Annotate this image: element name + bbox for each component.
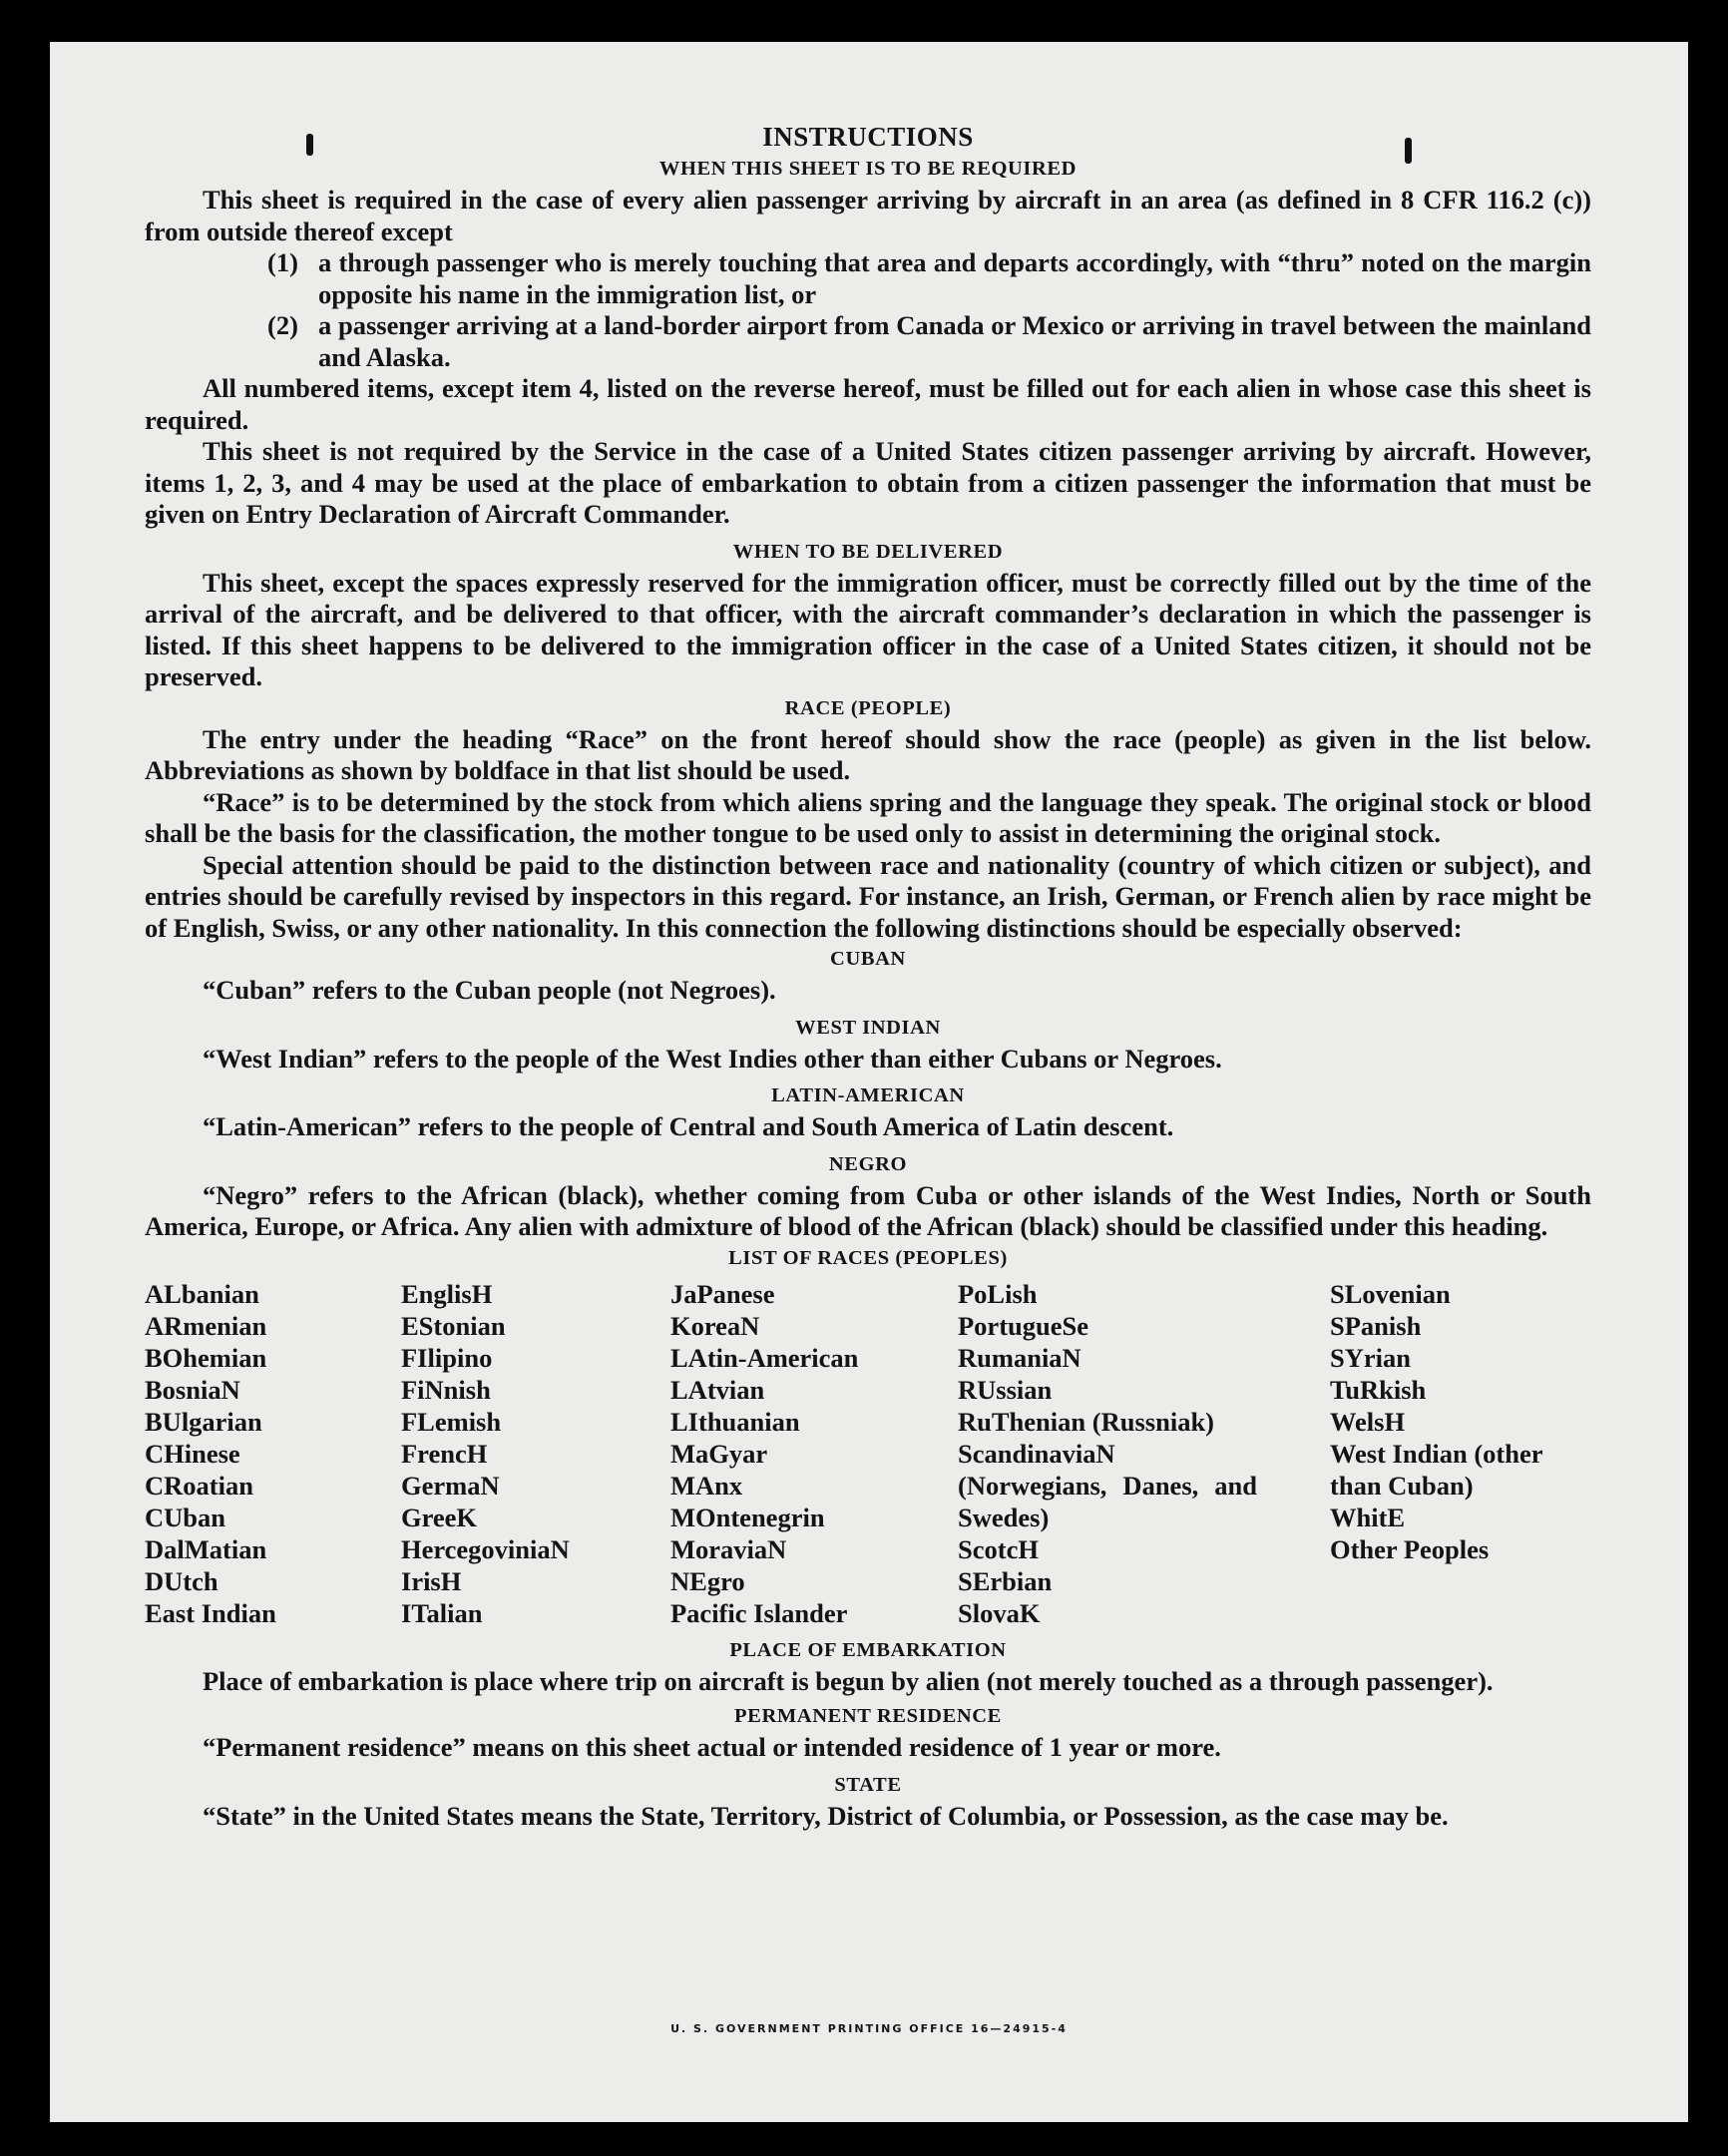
race-item: DUtch xyxy=(145,1565,218,1596)
race-item: ScandinaviaN (Norwegians, Danes, and Swedes) xyxy=(958,1438,1257,1532)
race-item: ITalian xyxy=(401,1597,483,1628)
race-item: RuThenian (Russniak) xyxy=(958,1406,1215,1437)
race-column-3 xyxy=(670,1278,958,1629)
race-item: West Indian (other than Cuban) xyxy=(1330,1438,1543,1501)
document-content xyxy=(145,120,1591,1832)
race-item: ScotcH xyxy=(958,1533,1039,1564)
paragraph-race-nationality: Special attention should be paid to the distinction between race and nationality (country of which citizen or subject), and entries should be carefully revised by inspectors in this regard. For instance, an Irish, German, or French alien by race might be of English, Swiss, or any other nationality. In this connection the following distinctions should be especially observed: xyxy=(145,849,1591,943)
race-item: TuRkish xyxy=(1330,1374,1427,1405)
definition-embarkation: Place of embarkation is place where trip on aircraft is begun by alien (not merely touched as a through passenger). xyxy=(203,1665,1494,1696)
definition-latin-american: “Latin-American” refers to the people of Central and South America of Latin descent. xyxy=(203,1111,1174,1141)
heading-when-required: WHEN THIS SHEET IS TO BE REQUIRED xyxy=(658,158,1078,180)
race-item: SYrian xyxy=(1330,1342,1411,1373)
race-item: FIlipino xyxy=(401,1342,493,1373)
heading-cuban: CUBAN xyxy=(830,948,906,970)
race-list xyxy=(145,1278,1591,1629)
race-item: JaPanese xyxy=(670,1278,775,1309)
race-item: MOntenegrin xyxy=(670,1502,825,1532)
page-title: INSTRUCTIONS xyxy=(762,122,974,152)
race-item: BOhemian xyxy=(145,1342,267,1373)
race-item: RumaniaN xyxy=(958,1342,1081,1373)
race-item: MaGyar xyxy=(670,1438,768,1469)
paragraph-required-intro: This sheet is required in the case of every alien passenger arriving by aircraft in an area (as defined in 8 CFR 116.2 (c)) from outside thereof except xyxy=(145,185,1591,246)
exception-item-text: a through passenger who is merely touching that area and departs accordingly, with “thru” noted on the margin opposite his name in the immigration list, or xyxy=(318,247,1591,309)
printer-imprint: U. S. GOVERNMENT PRINTING OFFICE 16—24915-4 xyxy=(670,2022,1068,2035)
race-item: EStonian xyxy=(401,1310,506,1341)
definition-permanent-residence: “Permanent residence” means on this sheet actual or intended residence of 1 year or more. xyxy=(203,1732,1221,1762)
race-item: GreeK xyxy=(401,1502,478,1532)
heading-permanent-residence: PERMANENT RESIDENCE xyxy=(734,1705,1002,1727)
race-column-5 xyxy=(1330,1278,1591,1629)
exception-item-number: (2) xyxy=(267,310,298,340)
race-item: ARmenian xyxy=(145,1310,267,1341)
paragraph-delivery: This sheet, except the spaces expressly reserved for the immigration officer, must be correctly filled out by the time of the arrival of the aircraft, and be delivered to that officer, with the aircraft commander’s declaration in which the passenger is listed. If this sheet happens to be delivered to the immigration officer in the case of a United States citizen, it should not be preserved. xyxy=(145,567,1591,691)
definition-state: “State” in the United States means the State, Territory, District of Columbia, or Possession, as the case may be. xyxy=(203,1800,1449,1831)
document-sheet xyxy=(50,42,1688,2122)
race-item: CUban xyxy=(145,1502,226,1532)
paragraph-race-entry: The entry under the heading “Race” on the front hereof should show the race (people) as given in the list below. Abbreviations as shown by boldface in that list should be used. xyxy=(145,723,1591,785)
race-item: FLemish xyxy=(401,1406,502,1437)
definition-cuban: “Cuban” refers to the Cuban people (not Negroes). xyxy=(203,975,776,1005)
heading-when-delivered: WHEN TO BE DELIVERED xyxy=(732,540,1004,563)
exception-item-1 xyxy=(267,247,1591,310)
race-item: LAtvian xyxy=(670,1374,765,1405)
race-item: WhitE xyxy=(1330,1502,1406,1532)
race-item: SlovaK xyxy=(958,1597,1041,1628)
heading-place-of-embarkation: PLACE OF EMBARKATION xyxy=(729,1638,1007,1661)
race-item: HercegoviniaN xyxy=(401,1533,570,1564)
exception-item-2 xyxy=(267,310,1591,373)
exception-item-number: (1) xyxy=(267,247,298,277)
race-item: Pacific Islander xyxy=(670,1597,848,1628)
race-item: Other Peoples xyxy=(1330,1533,1490,1564)
race-item: ALbanian xyxy=(145,1278,259,1309)
race-item: KoreaN xyxy=(670,1310,760,1341)
race-item: GermaN xyxy=(401,1470,500,1501)
race-item: SPanish xyxy=(1330,1310,1422,1341)
heading-west-indian: WEST INDIAN xyxy=(795,1016,941,1039)
race-column-1 xyxy=(145,1278,401,1629)
race-item: EnglisH xyxy=(401,1278,493,1309)
paragraph-race-definition: “Race” is to be determined by the stock from which aliens spring and the language they speak. The original stock or blood shall be the basis for the classification, the mother tongue to be used only to assist in determining the original stock. xyxy=(145,786,1591,848)
race-item: PoLish xyxy=(958,1278,1038,1309)
paragraph-numbered-items: All numbered items, except item 4, listed on the reverse hereof, must be filled out for each alien in whose case this sheet is required. xyxy=(145,373,1591,435)
race-item: CHinese xyxy=(145,1438,240,1469)
race-item: East Indian xyxy=(145,1597,276,1628)
race-item: FrencH xyxy=(401,1438,488,1469)
race-item: SErbian xyxy=(958,1565,1053,1596)
exception-item-text: a passenger arriving at a land-border airport from Canada or Mexico or arriving in travel between the mainland and Alaska. xyxy=(318,310,1591,372)
race-column-4 xyxy=(958,1278,1330,1629)
heading-negro: NEGRO xyxy=(828,1152,908,1175)
race-item: CRoatian xyxy=(145,1470,253,1501)
race-item: PortugueSe xyxy=(958,1310,1089,1341)
race-item: MAnx xyxy=(670,1470,743,1501)
race-item: NEgro xyxy=(670,1565,745,1596)
race-item: BUlgarian xyxy=(145,1406,262,1437)
heading-list-of-races: LIST OF RACES (PEOPLES) xyxy=(728,1246,1008,1269)
race-item: BosniaN xyxy=(145,1374,240,1405)
race-item: LIthuanian xyxy=(670,1406,800,1437)
race-item: RUssian xyxy=(958,1374,1053,1405)
race-item: WelsH xyxy=(1330,1406,1406,1437)
race-column-2 xyxy=(401,1278,670,1629)
race-item: LAtin-American xyxy=(670,1342,859,1373)
race-item: IrisH xyxy=(401,1565,462,1596)
heading-state: STATE xyxy=(834,1773,902,1796)
heading-race: RACE (PEOPLE) xyxy=(784,696,952,719)
definition-negro: “Negro” refers to the African (black), whether coming from Cuba or other islands of the West Indies, North or South America, Europe, or Africa. Any alien with admixture of blood of the African (black) should be classified under this heading. xyxy=(145,1179,1591,1241)
race-item: FiNnish xyxy=(401,1374,491,1405)
definition-west-indian: “West Indian” refers to the people of the West Indies other than either Cubans or Negroes. xyxy=(203,1043,1222,1074)
heading-latin-american: LATIN-AMERICAN xyxy=(771,1084,965,1106)
race-item: DalMatian xyxy=(145,1533,267,1564)
race-item: MoraviaN xyxy=(670,1533,787,1564)
paragraph-citizen-passenger: This sheet is not required by the Service in the case of a United States citizen passenger arriving by aircraft. However, items 1, 2, 3, and 4 may be used at the place of embarkation to obtain from a citizen passenger the information that must be given on Entry Declaration of Aircraft Commander. xyxy=(145,436,1591,529)
race-item: SLovenian xyxy=(1330,1278,1451,1309)
